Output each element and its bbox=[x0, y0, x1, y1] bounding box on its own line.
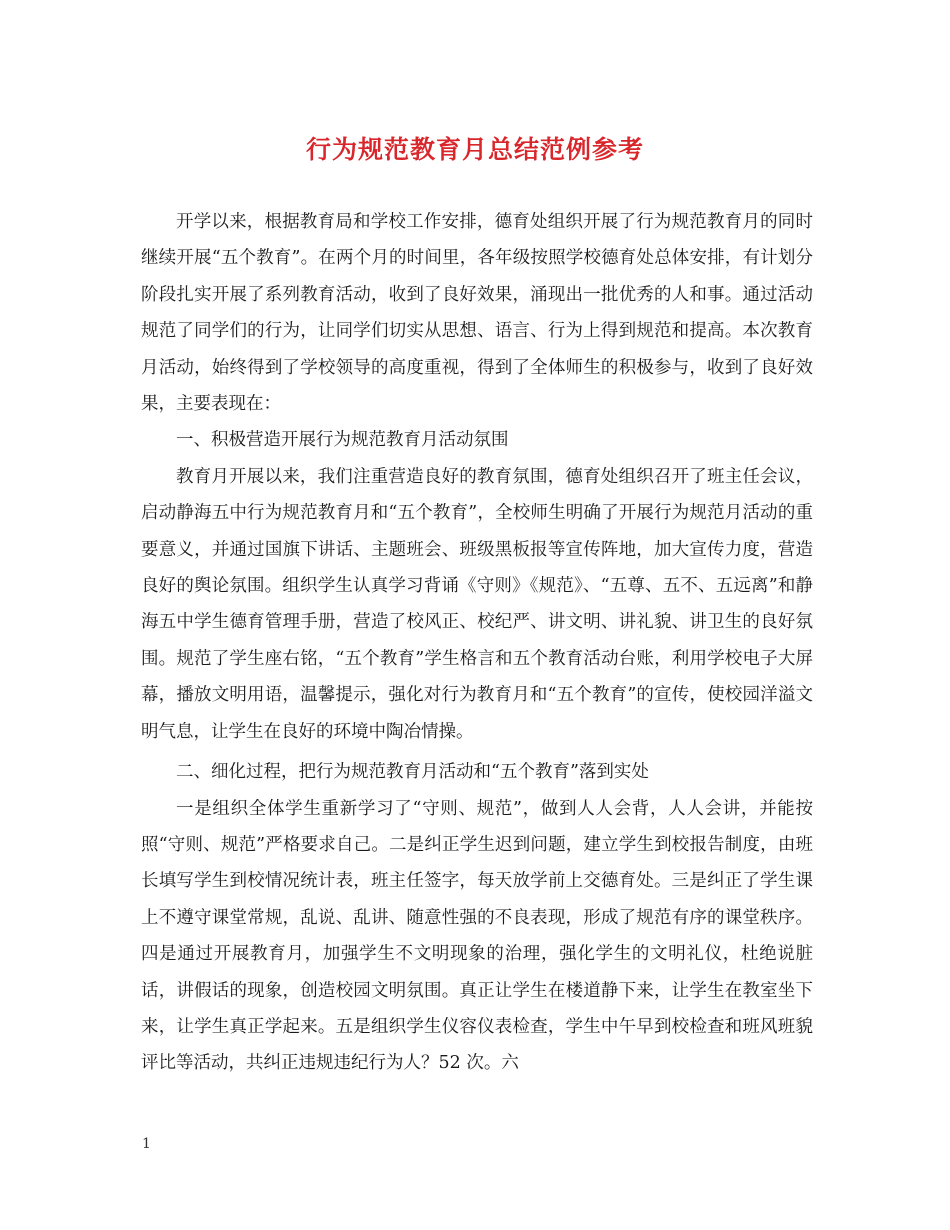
intro-paragraph: 开学以来，根据教育局和学校工作安排，德育处组织开展了行为规范教育月的同时继续开展“五个教育”。在两个月的时间里，各年级按照学校德育处总体安排，有计划分阶段扎实开展了系列教育活动，收到了良好效果，涌现出一批优秀的人和事。通过活动规范了同学们的行为，让同学们切实从思想、语言、行为上得到规范和提高。本次教育月活动，始终得到了学校领导的高度重视，得到了全体师生的积极参与，收到了良好效果，主要表现在： bbox=[141, 212, 813, 415]
section-heading-1: 一、积极营造开展行为规范教育月活动氛围 bbox=[176, 430, 509, 451]
section-heading-2: 二、细化过程，把行为规范教育月活动和“五个教育”落到实处 bbox=[176, 762, 649, 783]
document-body bbox=[141, 204, 813, 1082]
section-1-paragraph: 教育月开展以来，我们注重营造良好的教育氛围，德育处组织召开了班主任会议，启动静海五中行为规范教育月和“五个教育”，全校师生明确了开展行为规范月活动的重要意义，并通过国旗下讲话、主题班会、班级黑板报等宣传阵地，加大宣传力度，营造良好的舆论氛围。组织学生认真学习背诵《守则》《规范》、“五尊、五不、五远离”和静海五中学生德育管理手册，营造了校风正、校纪严、讲文明、讲礼貌、讲卫生的良好氛围。规范了学生座右铭，“五个教育”学生格言和五个教育活动台账，利用学校电子大屏幕，播放文明用语，温馨提示，强化对行为教育月和“五个教育”的宣传，使校园洋溢文明气息，让学生在良好的环境中陶冶情操。 bbox=[141, 466, 813, 742]
page-number: 1 bbox=[142, 1136, 151, 1152]
section-2-paragraph: 一是组织全体学生重新学习了“守则、规范”，做到人人会背，人人会讲，并能按照“守则、规范”严格要求自己。二是纠正学生迟到问题，建立学生到校报告制度，由班长填写学生到校情况统计表，班主任签字，每天放学前上交德育处。三是纠正了学生课上不遵守课堂常规，乱说、乱讲、随意性强的不良表现，形成了规范有序的课堂秩序。四是通过开展教育月，加强学生不文明现象的治理，强化学生的文明礼仪，杜绝说脏话，讲假话的现象，创造校园文明氛围。真正让学生在楼道静下来，让学生在教室坐下来，让学生真正学起来。五是组织学生仪容仪表检查，学生中午早到校检查和班风班貌评比等活动，共纠正违规违纪行为人？52 次。六 bbox=[141, 798, 813, 1074]
document-title: 行为规范教育月总结范例参考 bbox=[305, 135, 644, 164]
